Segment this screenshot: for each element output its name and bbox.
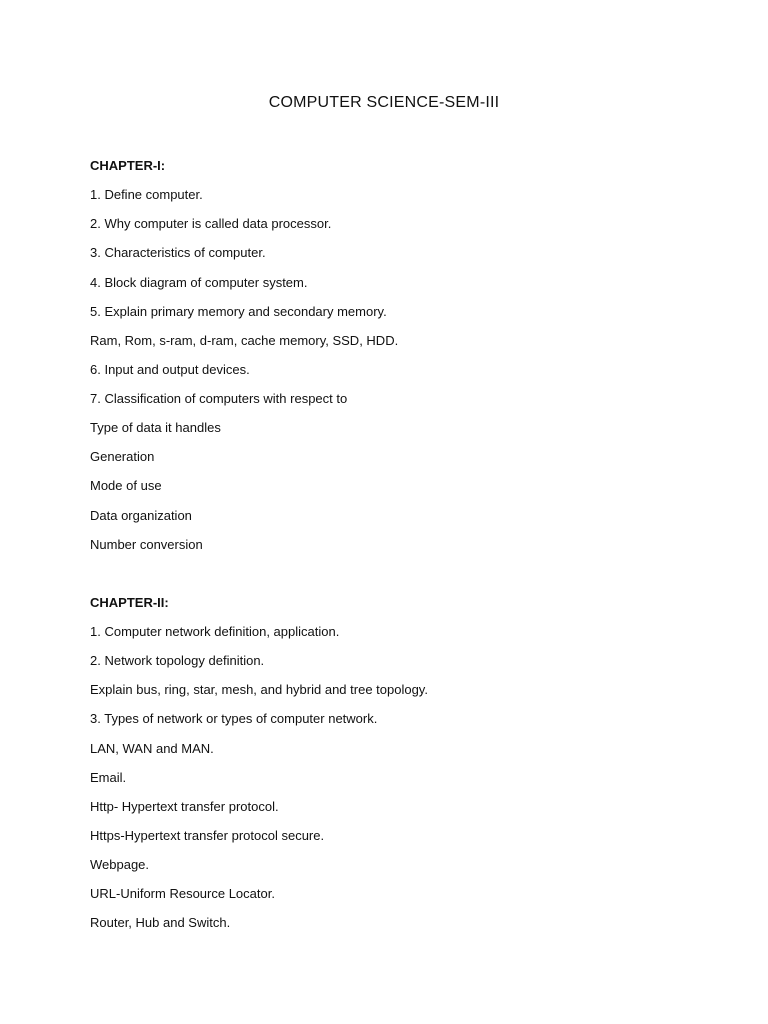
chapter-2-line: Explain bus, ring, star, mesh, and hybrid and tree topology. (90, 682, 428, 697)
chapter-2-line: Https-Hypertext transfer protocol secure. (90, 828, 325, 843)
chapter-2-line: Http- Hypertext transfer protocol. (90, 799, 279, 814)
chapter-2-heading: CHAPTER-II: (90, 595, 169, 610)
chapter-1-line: 6. Input and output devices. (90, 362, 250, 377)
chapter-2-line: LAN, WAN and MAN. (90, 741, 214, 756)
chapter-2-line: URL-Uniform Resource Locator. (90, 886, 275, 901)
chapter-2-line: 3. Types of network or types of computer network. (90, 711, 378, 726)
chapter-1-line: Data organization (90, 508, 192, 523)
chapter-2-line: Router, Hub and Switch. (90, 915, 231, 930)
chapter-1-line: Number conversion (90, 537, 203, 552)
chapter-2-line: 1. Computer network definition, application. (90, 624, 340, 639)
chapter-1-line: 1. Define computer. (90, 187, 203, 202)
chapter-1-line: 2. Why computer is called data processor. (90, 216, 332, 231)
chapter-1-line: Ram, Rom, s-ram, d-ram, cache memory, SSD, HDD. (90, 333, 399, 348)
chapter-1-line: Generation (90, 449, 155, 464)
chapter-2-line: Email. (90, 770, 127, 785)
chapter-2-line: 2. Network topology definition. (90, 653, 265, 668)
chapter-1-line: 5. Explain primary memory and secondary memory. (90, 304, 387, 319)
chapter-1-line: Mode of use (90, 478, 162, 493)
chapter-1-heading: CHAPTER-I: (90, 158, 166, 173)
document-title: COMPUTER SCIENCE-SEM-III (268, 94, 500, 111)
chapter-1-line: Type of data it handles (90, 420, 221, 435)
chapter-2-line: Webpage. (90, 857, 150, 872)
chapter-1-line: 7. Classification of computers with respect to (90, 391, 348, 406)
chapter-1-line: 4. Block diagram of computer system. (90, 275, 308, 290)
chapter-1-line: 3. Characteristics of computer. (90, 245, 266, 260)
